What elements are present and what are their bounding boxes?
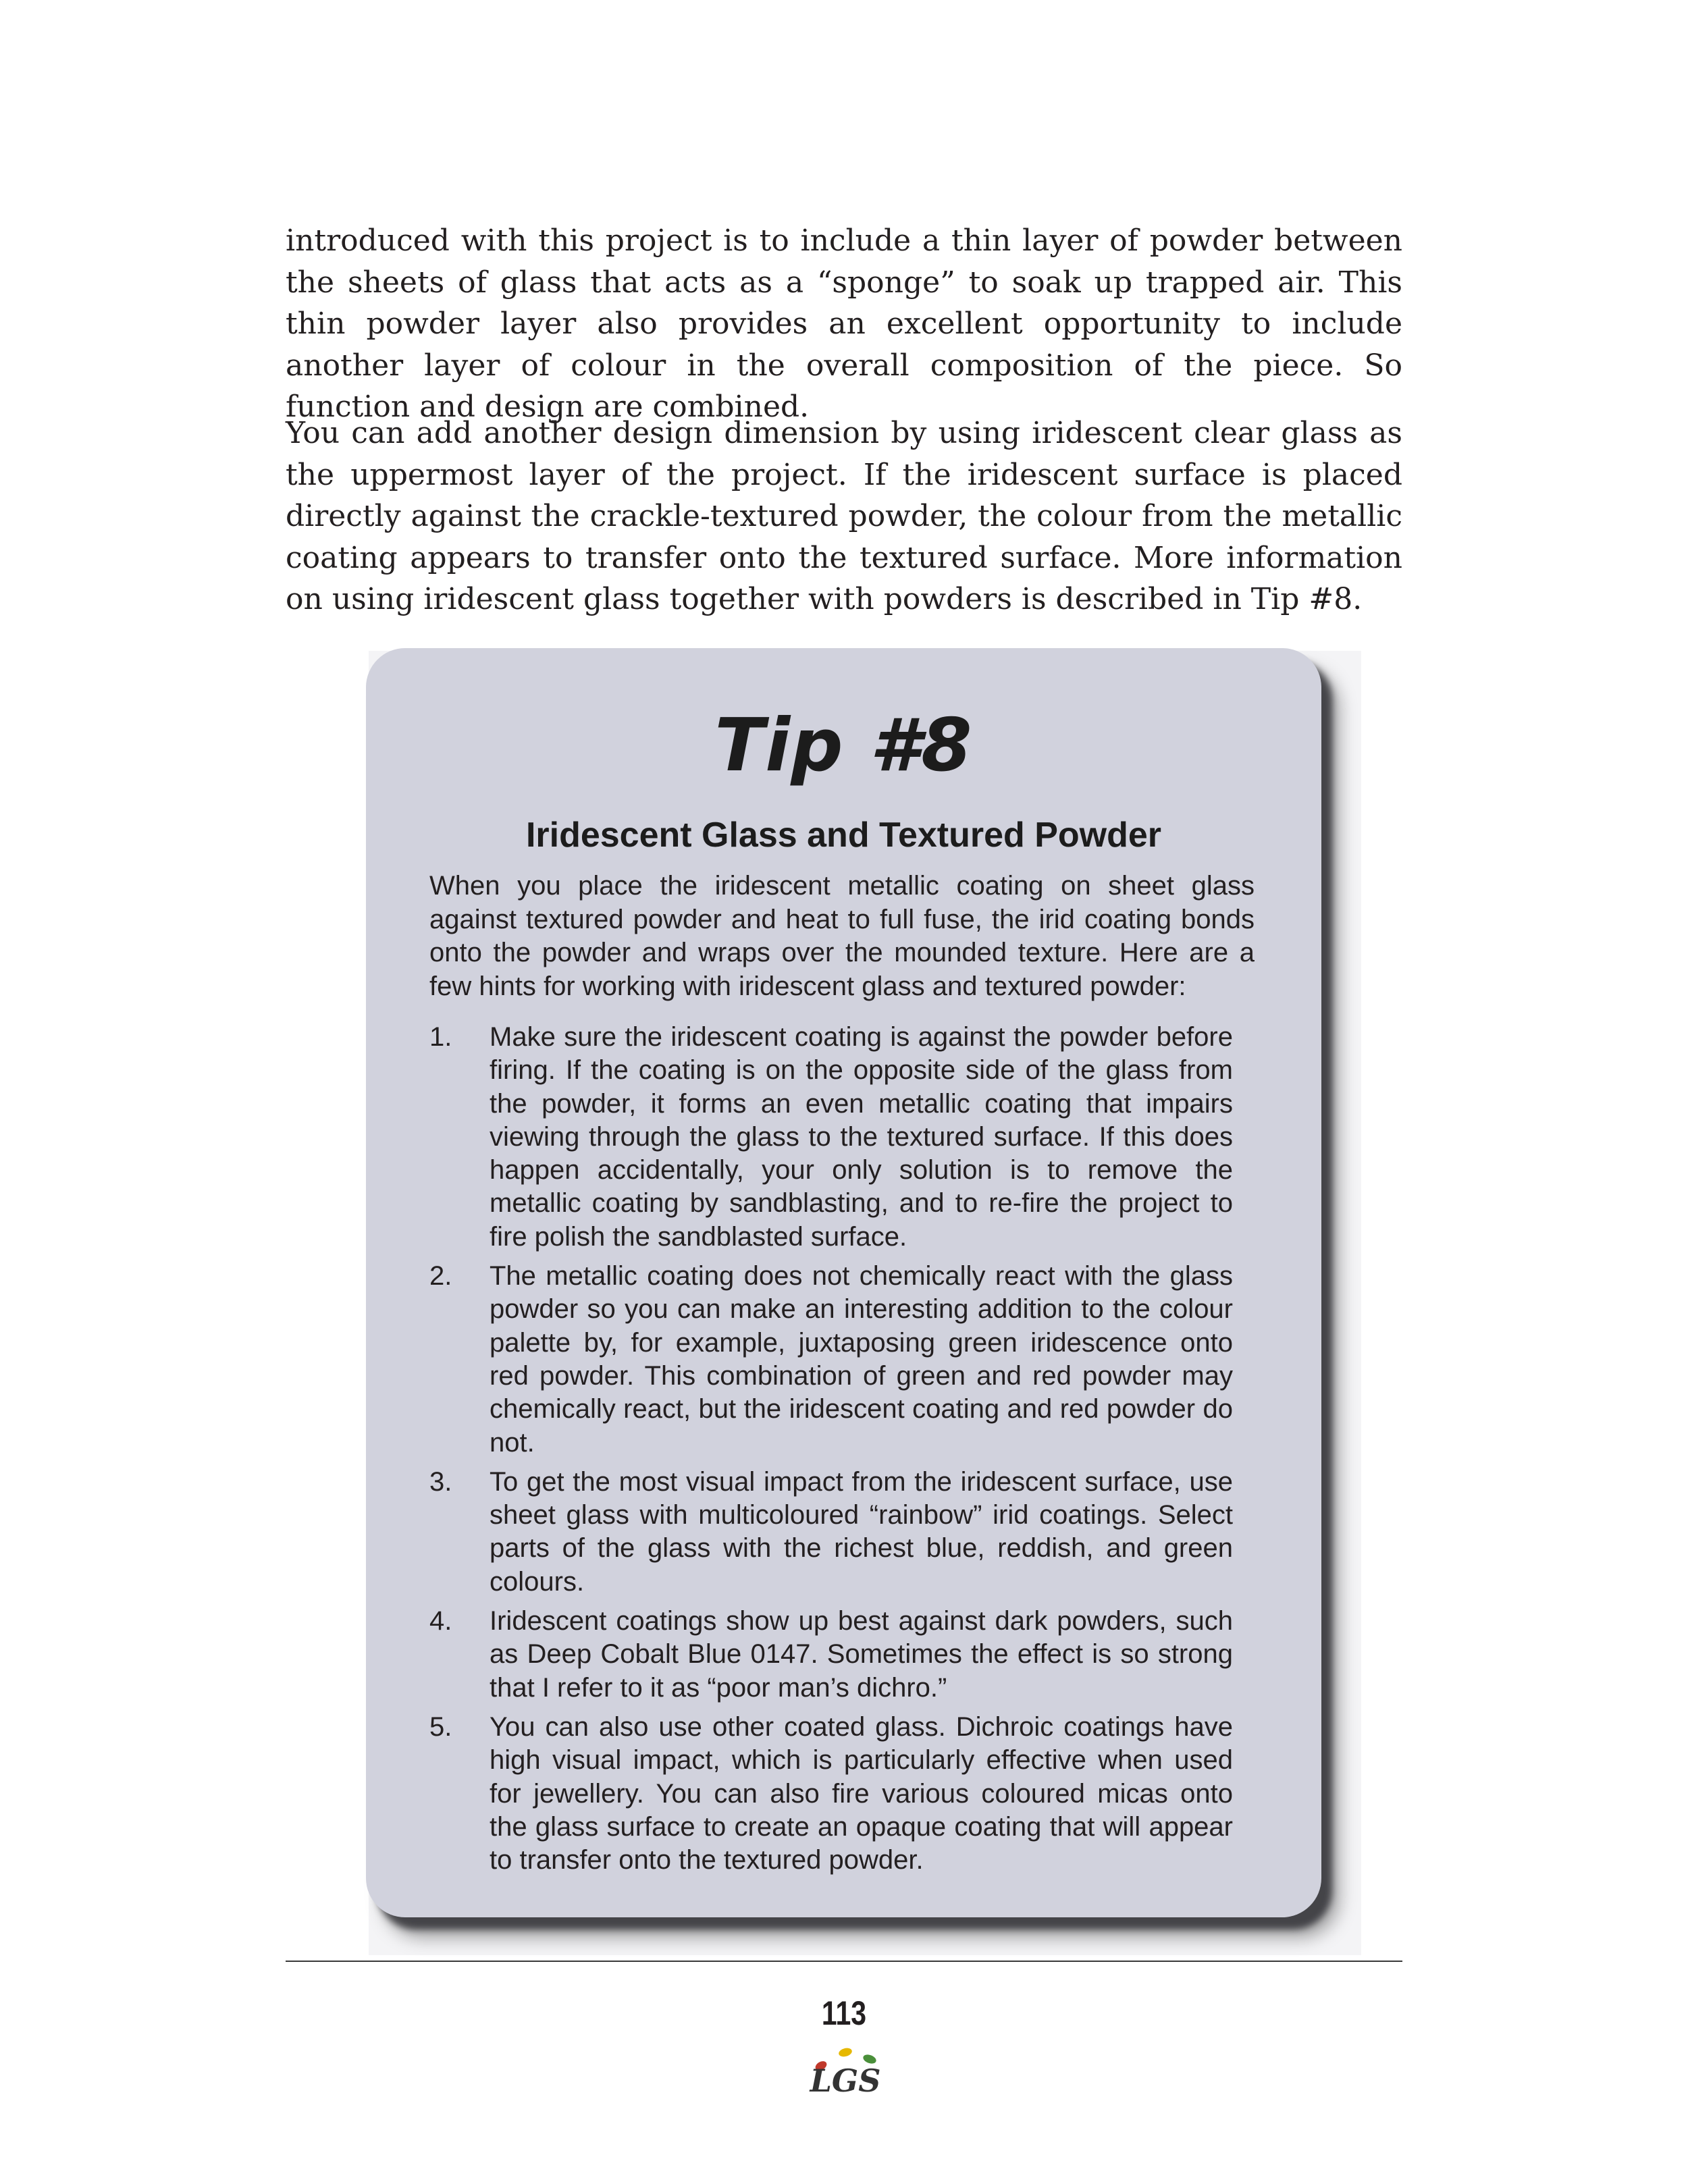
tip-item-number: 1. — [429, 1022, 452, 1052]
tip-item-number: 5. — [429, 1711, 452, 1742]
tip-list-item — [429, 1021, 1233, 1254]
footer-divider — [286, 1961, 1402, 1962]
logo-text: LGS — [810, 2062, 881, 2099]
tip-item-text: You can also use other coated glass. Dichroic coatings have high visual impact, which is particularly effective when used for jewellery. You can also fire various coloured micas onto the glass surface to create an opaque coating that will appear to transfer onto the textured powder. — [490, 1711, 1233, 1875]
tip-item-text: The metallic coating does not chemically react with the glass powder so you can make an interesting addition to the colour palette by, for example, juxtaposing green iridescence onto red powder. This combination of green and red powder may chemically react, but the iridescent coating and red powder do not. — [490, 1261, 1233, 1458]
body-paragraph-1: introduced with this project is to include a thin layer of powder between the sheets of glass that acts as a “sponge” to soak up trapped air. This thin powder layer also provides an excellent opportunity to include another layer of colour in the overall composition of the piece. So function and design are combined. — [286, 223, 1402, 424]
tip-item-text: To get the most visual impact from the iridescent surface, use sheet glass with multicoloured “rainbow” irid coatings. Select parts of the glass with the richest blue, reddish, and green colours. — [490, 1466, 1233, 1597]
tip-list-item — [429, 1466, 1233, 1599]
tip-item-number: 3. — [429, 1466, 452, 1497]
body-paragraph-2: You can add another design dimension by using iridescent clear glass as the uppermost layer of the project. If the iridescent surface is placed directly against the crackle-textured powder, the colour from the metallic coating appears to transfer onto the textured surface. More information on using iridescent glass together with powders is described in Tip #8. — [286, 416, 1402, 616]
tip-list-item — [429, 1260, 1233, 1460]
page-number: 113 — [821, 1994, 867, 2032]
tip-item-number: 2. — [429, 1261, 452, 1291]
lgs-logo — [805, 2039, 886, 2106]
tip-title: Tip #8 — [714, 703, 973, 788]
tip-intro: When you place the iridescent metallic coating on sheet glass against textured powder and heat to full fuse, the irid coating bonds onto the powder and wraps over the mounded texture. Here are a few hints for working with iridescent glass and textured powder: — [429, 871, 1255, 1001]
tip-item-text: Iridescent coatings show up best against dark powders, such as Deep Cobalt Blue 0147. Sometimes the effect is so strong that I refer to it as “poor man’s dichro.” — [490, 1606, 1233, 1703]
tip-subtitle: Iridescent Glass and Textured Powder — [525, 816, 1162, 855]
tip-list — [429, 1021, 1233, 1883]
tip-list-item — [429, 1605, 1233, 1705]
tip-list-item — [429, 1711, 1233, 1877]
logo-yellow-leaf — [838, 2047, 853, 2058]
tip-item-number: 4. — [429, 1606, 452, 1636]
tip-item-text: Make sure the iridescent coating is against the powder before firing. If the coating is on the opposite side of the glass from the powder, it forms an even metallic coating that impairs viewing through the glass to the textured surface. If this does happen accidentally, your only solution is to remove the metallic coating by sandblasting, and to re-fire the project to fire polish the sandblasted surface. — [490, 1022, 1233, 1252]
